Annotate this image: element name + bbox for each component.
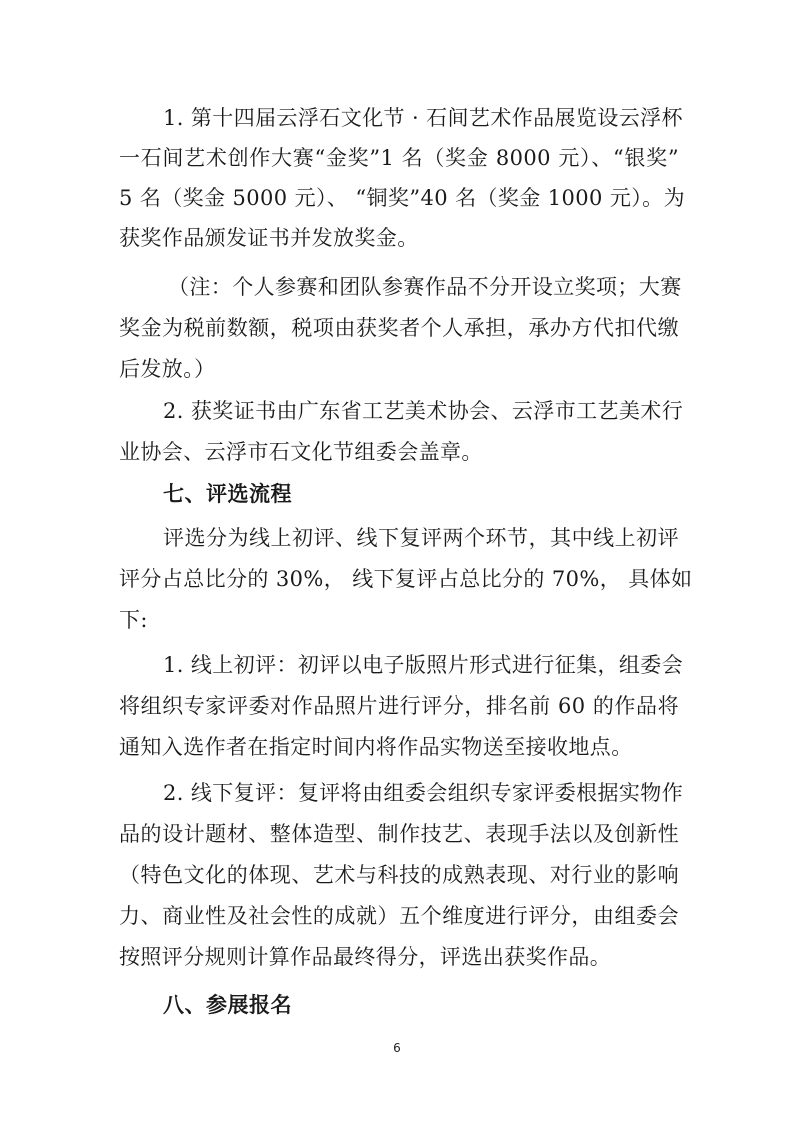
paragraph-line: 1. 线上初评：初评以电子版照片形式进行征集，组委会 [163,653,684,677]
paragraph-line: 将组织专家评委对作品照片进行评分，排名前 60 的作品将 [119,694,679,718]
paragraph-line: 评分占总比分的 30%， 线下复评占总比分的 70%， 具体如 [119,567,693,591]
paragraph-line: 通知入选作者在指定时间内将作品实物送至接收地点。 [119,735,633,759]
section-heading-eight: 八、参展报名 [163,993,292,1017]
paragraph-line: 获奖作品颁发证书并发放奖金。 [119,226,419,250]
note-line: （注：个人参赛和团队参赛作品不分开设立奖项；大赛 [168,275,682,299]
paragraph-line: 5 名（奖金 5000 元）、 “铜奖”40 名（奖金 1000 元）。为 [119,186,685,210]
paragraph-line: 品的设计题材、整体造型、制作技艺、表现手法以及创新性 [119,822,679,846]
paragraph-line: 业协会、云浮市石文化节组委会盖章。 [119,440,483,464]
paragraph-line: （特色文化的体现、艺术与科技的成熟表现、对行业的影响 [119,863,679,887]
paragraph-line: 按照评分规则计算作品最终得分，评选出获奖作品。 [119,945,612,969]
paragraph-line: 力、商业性及社会性的成就）五个维度进行评分，由组委会 [119,904,679,928]
section-heading-seven: 七、评选流程 [163,482,292,506]
paragraph-line: 下: [119,608,148,632]
note-line: 奖金为税前数额，税项由获奖者个人承担，承办方代扣代缴 [119,316,679,340]
paragraph-line: 1. 第十四届云浮石文化节 · 石间艺术作品展览设云浮杯 [163,106,683,130]
paragraph-line: 2. 获奖证书由广东省工艺美术协会、云浮市工艺美术行 [163,399,684,423]
note-line: 后发放。） [119,357,216,381]
paragraph-line: 评选分为线上初评、线下复评两个环节，其中线上初评 [163,526,679,550]
paragraph-line: 2. 线下复评：复评将由组委会组织专家评委根据实物作 [163,781,684,805]
paragraph-line: 一石间艺术创作大赛“金奖”1 名（奖金 8000 元）、“银奖” [119,146,679,170]
page-number: 6 [393,1041,401,1055]
